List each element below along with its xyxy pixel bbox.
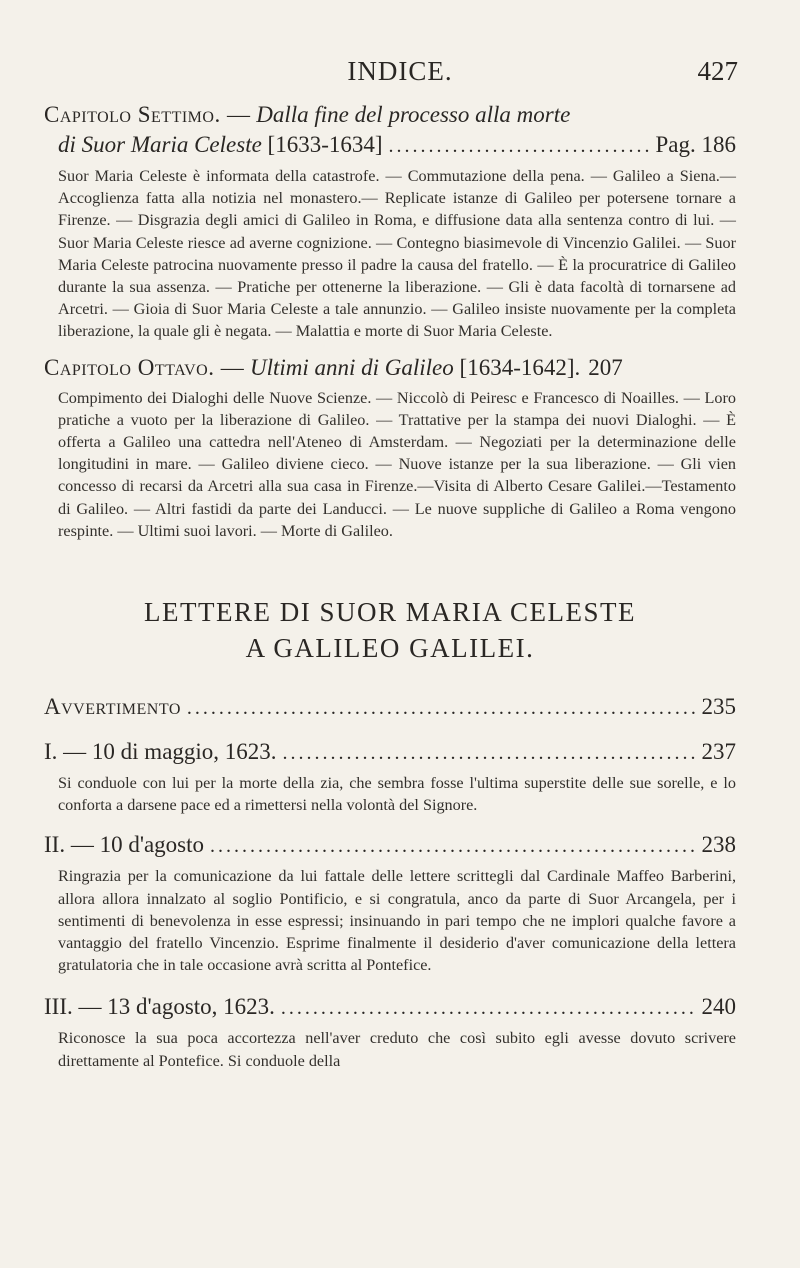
chapter-7-heading (44, 100, 736, 161)
avvertimento-page: 235 (701, 694, 736, 720)
letter-label: I. — 10 di maggio, 1623. (44, 739, 277, 765)
letter-summary: Riconosce la sua poca accortezza nell'aver creduto che così subito egli avesse dovuto scrivere direttamente al Pontefice. Si conduole della (58, 1029, 736, 1070)
page-number: 427 (697, 56, 738, 86)
letter-heading (44, 992, 736, 1023)
chapter-7-summary: Suor Maria Celeste è informata della catastrofe. — Commutazione della pena. — Galileo a Siena.— Accoglienza fatta alla notizia nel monastero.— Replicate istanze di Galileo per potersene tornare a Firenze. — Disgrazia degli amici di Galileo in Roma, e diffusione data alla sentenza contro di lui. — Suor Maria Celeste riesce ad averne cognizione. — Contegno biasimevole di Vincenzio Galilei. — Suor Maria Celeste patrocina nuovamente presso il padre la causa del fratello. — È la procuratrice di Galileo durante la sua assenza. — Pratiche per ottenerne la liberazione. — Gli è data facoltà di tornarsene ad Arcetri. — Gioia di Suor Maria Celeste a tale annunzio. — Galileo insiste nuovamente per la completa liberazione, la quale gli è negata. — Malattia e morte di Suor Maria Celeste. (58, 167, 736, 341)
chapter-8-summary: Compimento dei Dialoghi delle Nuove Scienze. — Niccolò di Peiresc e Francesco di Noailles. — Loro pratiche a vuoto per la liberazione di Galileo. — Trattative per la stampa dei nuovi Dialoghi. — È offerta a Galileo una cattedra nell'Ateneo di Amsterdam. — Negoziati per la determinazione delle longitudini in mare. — Galileo diviene cieco. — Nuove istanze per la sua liberazione. — Gli vien concesso di recarsi da Arcetri alla sua casa in Firenze.—Visita di Alberto Cesare Galilei.—Testamento di Galileo. — Altri fastidi da parte dei Landucci. — Le nuove suppliche di Galileo a Roma vengono respinte. — Ultimi suoi lavori. — Morte di Galileo. (58, 388, 736, 540)
letter-heading (44, 737, 736, 768)
chapter-8-label: Capitolo Ottavo. — (44, 354, 245, 380)
letter-entry (44, 830, 736, 976)
chapter-8-heading (44, 353, 736, 383)
chapter-8-dates: [1634-1642]. (459, 354, 581, 380)
letter-entry (44, 737, 736, 816)
chapter-7-title-line2: di Suor Maria Celeste (58, 132, 262, 157)
dot-leader (281, 993, 696, 1023)
section-title-line2: A GALILEO GALILEI. (245, 633, 535, 664)
letter-summary: Si conduole con lui per la morte della zia, che sembra fosse l'ultima superstite delle sue sorelle, e lo conforta a darsene pace ed a rimettersi nella volontà del Signore. (58, 774, 736, 815)
letter-label: II. — 10 d'agosto (44, 832, 205, 858)
chapter-8-title: Ultimi anni di Galileo (249, 354, 454, 380)
avvertimento-entry (44, 692, 736, 723)
letter-summary: Ringrazia per la comunicazione da lui fattale delle lettere scrittegli dal Cardinale Maffeo Barberini, allora allora innalzato al soglio Pontificio, e si congratula, anco da parte di Suor Arcangela, per i sentimenti di benevolenza in esse espressi; insinuando in pari tempo che ne implori qualche favore a vantaggio del fratello Vincenzio. Esprime finalmente il desiderio d'aver comunicazione della lettera gratulatoria che in tale occasione avrà scritta al Pontefice. (58, 867, 736, 975)
avvertimento-label: Avvertimento (44, 694, 181, 720)
dot-leader (187, 693, 696, 723)
dot-leader (389, 131, 650, 161)
chapter-7-page: Pag. 186 (655, 132, 736, 157)
section-title-line1: LETTERE DI SUOR MARIA CELESTE (144, 597, 636, 628)
letter-page: 240 (701, 994, 736, 1020)
section-heading (44, 594, 736, 666)
chapter-7-dates: [1633-1634] (267, 132, 383, 157)
avvertimento-heading (44, 692, 736, 723)
index-content (44, 100, 736, 1072)
page-title: INDICE. (347, 56, 453, 86)
letter-page: 237 (701, 739, 736, 765)
chapter-7-entry (44, 100, 736, 343)
chapter-8-entry (44, 353, 736, 542)
chapter-7-label: Capitolo Settimo. — (44, 102, 251, 127)
letter-label: III. — 13 d'agosto, 1623. (44, 994, 275, 1020)
running-head (0, 56, 800, 96)
letter-page: 238 (701, 832, 736, 858)
letter-entry (44, 992, 736, 1071)
letter-heading (44, 830, 736, 861)
dot-leader (283, 738, 696, 768)
chapter-8-page: 207 (588, 354, 623, 380)
dot-leader (210, 831, 695, 861)
chapter-7-title-line1: Dalla fine del processo alla morte (256, 102, 571, 127)
